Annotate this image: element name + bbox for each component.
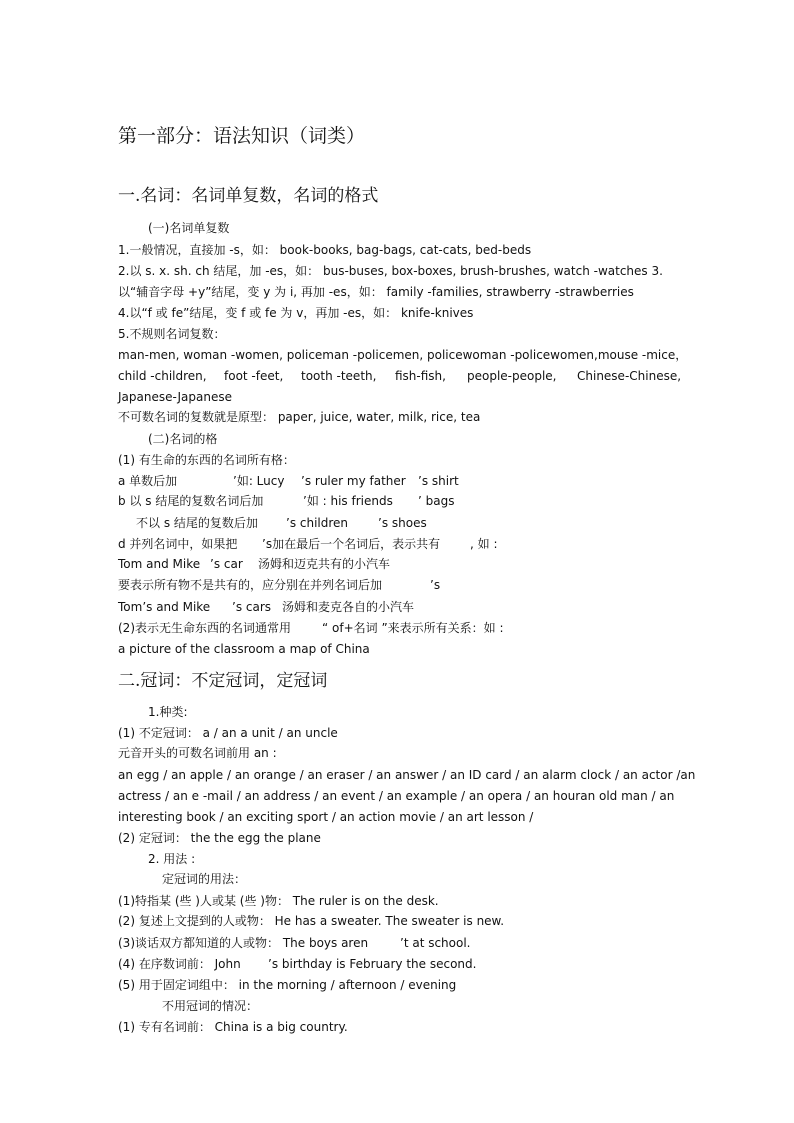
text-fragment: ’s car <box>210 557 243 571</box>
irregular-line-1: man-men, woman -women, policeman -policemen, policewoman -policewomen,mouse -mice， <box>118 348 688 362</box>
rule-5: 5.不规则名词复数： <box>118 327 226 341</box>
text-fragment: ’s加在最后一个名词后，表示共有 <box>262 537 441 551</box>
uncountable-note: 不可数名词的复数就是原型： paper, juice, water, milk, rice, tea <box>118 410 481 424</box>
possessive-c <box>0 516 794 530</box>
irregular-item: child -children, <box>118 369 207 383</box>
usage-3 <box>0 936 794 950</box>
no-article-1: (1) 专有名词前： China is a big country. <box>118 1020 348 1034</box>
irregular-item: fish-fish, <box>395 369 446 383</box>
rule-4: 4.以“f 或 fe”结尾，变 f 或 fe 为 v，再加 -es，如： knife-knives <box>118 306 474 320</box>
text-fragment: ’s children <box>286 516 349 530</box>
indefinite-article: (1) 不定冠词： a / an a unit / an uncle <box>118 726 338 740</box>
rule-1: 1.一般情况，直接加 -s，如： book-books, bag-bags, cat-cats, bed-beds <box>118 243 532 257</box>
text-fragment: a 单数后加 <box>118 474 178 488</box>
kinds-heading: 1.种类: <box>148 705 188 719</box>
text-fragment: (4) 在序数词前： John <box>118 957 241 971</box>
vowel-note: 元音开头的可数名词前用 an : <box>118 746 277 760</box>
irregular-item: tooth -teeth, <box>301 369 377 383</box>
page-title: 第一部分：语法知识（词类） <box>118 125 366 147</box>
definite-usage-heading: 定冠词的用法： <box>162 872 247 886</box>
text-fragment: ’s shirt <box>418 474 459 488</box>
possessive-rule-1: (1) 有生命的东西的名词所有格： <box>118 453 295 467</box>
text-fragment: 汤姆和迈克共有的小汽车 <box>258 557 391 571</box>
text-fragment: , 如 : <box>470 537 498 551</box>
text-fragment: d 并列名词中，如果把 <box>118 537 238 551</box>
section-heading-articles: 二.冠词：不定冠词，定冠词 <box>118 671 328 691</box>
rule-3: 以“辅音字母 +y”结尾，变 y 为 i, 再加 -es，如： family -families, strawberry -strawberries <box>118 285 634 299</box>
possessive-d <box>0 537 794 551</box>
text-fragment: “ of+名词 ”来表示所有关系：如 : <box>322 621 504 635</box>
subheading-plural: (一)名词单复数 <box>148 221 230 235</box>
possessive-example: a picture of the classroom a map of China <box>118 642 370 656</box>
text-fragment: ’s birthday is February the second. <box>268 957 477 971</box>
rule-2: 2.以 s. x. sh. ch 结尾，加 -es，如： bus-buses, box-boxes, brush-brushes, watch -watches 3. <box>118 264 663 278</box>
example-line-3: interesting book / an exciting sport / an action movie / an art lesson / <box>118 810 534 824</box>
text-fragment: 要表示所有物不是共有的，应分别在并列名词后加 <box>118 578 383 592</box>
usage-heading: 2. 用法 : <box>148 852 196 866</box>
usage-4 <box>0 957 794 971</box>
usage-5: (5) 用于固定词组中： in the morning / afternoon / evening <box>118 978 457 992</box>
text-fragment: (2)表示无生命东西的名词通常用 <box>118 621 291 635</box>
irregular-line-2 <box>0 369 794 383</box>
irregular-item: Chinese-Chinese, <box>577 369 682 383</box>
possessive-rule-2 <box>0 621 794 635</box>
text-fragment: ’如 : his friends <box>303 494 393 508</box>
possessive-b <box>0 494 794 508</box>
text-fragment: 不以 s 结尾的复数后加 <box>136 516 258 530</box>
example-separate <box>0 600 794 614</box>
irregular-item: foot -feet, <box>224 369 284 383</box>
section-heading-nouns: 一.名词：名词单复数，名词的格式 <box>118 186 379 206</box>
text-fragment: ’s <box>430 578 441 592</box>
irregular-line-3: Japanese-Japanese <box>118 390 232 404</box>
text-fragment: ’t at school. <box>400 936 471 950</box>
text-fragment: Tom and Mike <box>118 557 201 571</box>
text-fragment: ’ bags <box>418 494 455 508</box>
possessive-a <box>0 474 794 488</box>
subheading-possessive: (二)名词的格 <box>148 432 218 446</box>
example-shared <box>0 557 794 571</box>
irregular-item: people-people, <box>467 369 557 383</box>
text-fragment: ’s shoes <box>378 516 427 530</box>
separate-note <box>0 578 794 592</box>
text-fragment: ’s cars <box>232 600 272 614</box>
text-fragment: b 以 s 结尾的复数名词后加 <box>118 494 264 508</box>
text-fragment: (3)谈话双方都知道的人或物： The boys aren <box>118 936 369 950</box>
usage-1: (1)特指某 (些 )人或某 (些 )物： The ruler is on the desk. <box>118 894 439 908</box>
usage-2: (2) 复述上文提到的人或物： He has a sweater. The sweater is new. <box>118 914 505 928</box>
example-line-1: an egg / an apple / an orange / an eraser / an answer / an ID card / an alarm clock / an actor /an <box>118 768 696 782</box>
definite-article: (2) 定冠词： the the egg the plane <box>118 831 321 845</box>
text-fragment: ’s ruler my father <box>301 474 406 488</box>
example-line-2: actress / an e -mail / an address / an event / an example / an opera / an houran old man / an <box>118 789 675 803</box>
text-fragment: 汤姆和麦克各自的小汽车 <box>282 600 415 614</box>
text-fragment: Tom’s and Mike <box>118 600 211 614</box>
no-article-heading: 不用冠词的情况： <box>162 999 259 1013</box>
text-fragment: ’如: Lucy <box>233 474 285 488</box>
